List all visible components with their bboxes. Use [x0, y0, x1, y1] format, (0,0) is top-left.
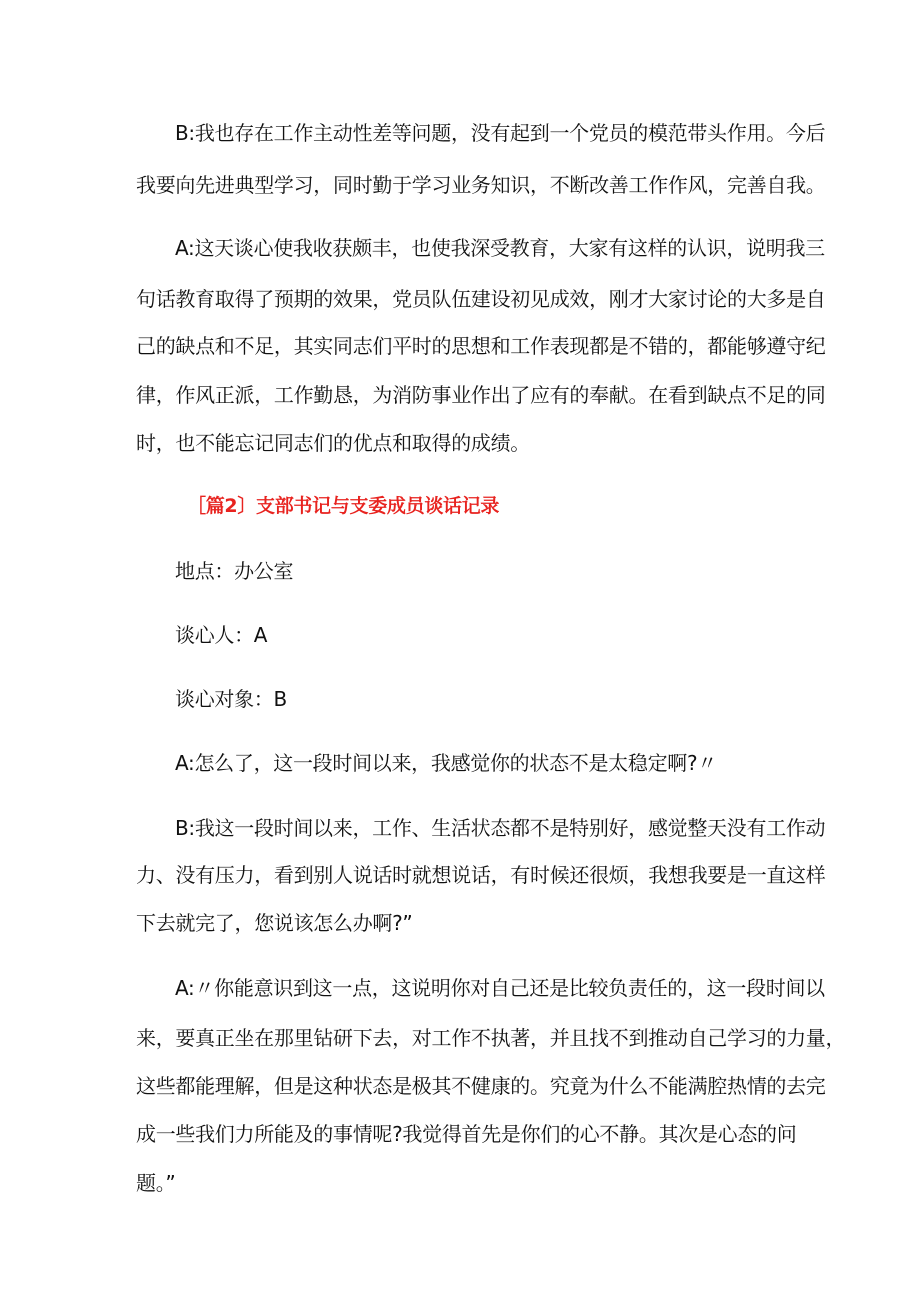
paragraph-a-line-4: 律，作风正派，工作勤恳，为消防事业作出了应有的奉献。在看到缺点不足的同 [136, 383, 826, 407]
meta-subject: 谈心对象：B [175, 687, 287, 711]
dialogue-b-line-3: 下去就完了，您说该怎么办啊?” [136, 911, 413, 935]
dialogue-b-line-2: 力、没有压力，看到别人说话时就想说话，有时候还很烦，我想我要是一直这样 [136, 863, 826, 887]
paragraph-a-line-2: 句话教育取得了预期的效果，党员队伍建设初见成效，刚才大家讨论的大多是自 [136, 287, 826, 311]
dialogue-b-line-1: B:我这一段时间以来，工作、生活状态都不是特别好，感觉整天没有工作动 [175, 816, 826, 840]
paragraph-a-line-1: A:这天谈心使我收获颇丰，也使我深受教育，大家有这样的认识，说明我三 [175, 236, 825, 260]
dialogue-a-1: A:怎么了，这一段时间以来，我感觉你的状态不是太稳定啊?〃 [175, 751, 717, 775]
paragraph-a-line-3: 己的缺点和不足，其实同志们平时的思想和工作表现都是不错的，都能够遵守纪 [136, 334, 826, 358]
paragraph-a-line-5: 时，也不能忘记同志们的优点和取得的成绩。 [136, 431, 530, 455]
dialogue-a2-line-5: 题。” [136, 1171, 176, 1195]
paragraph-b-line-2: 我要向先进典型学习，同时勤于学习业务知识，不断改善工作作风，完善自我。 [136, 173, 826, 197]
dialogue-a2-line-2: 来，要真正坐在那里钻研下去，对工作不执著，并且找不到推动自己学习的力量， [136, 1026, 846, 1050]
dialogue-a2-line-4: 成一些我们力所能及的事情呢?我觉得首先是你们的心不静。其次是心态的问 [136, 1122, 797, 1146]
meta-speaker: 谈心人：A [175, 623, 268, 647]
section-heading: ［篇2〕支部书记与支委成员谈话记录 [187, 495, 500, 517]
dialogue-a2-line-1: A:〃你能意识到这一点，这说明你对自己还是比较负责任的，这一段时间以 [175, 976, 825, 1000]
paragraph-b-line-1: B:我也存在工作主动性差等问题，没有起到一个党员的模范带头作用。今后 [175, 121, 826, 145]
dialogue-a2-line-3: 这些都能理解，但是这种状态是极其不健康的。究竟为什么不能满腔热情的去完 [136, 1074, 826, 1098]
meta-location: 地点：办公室 [175, 559, 294, 583]
